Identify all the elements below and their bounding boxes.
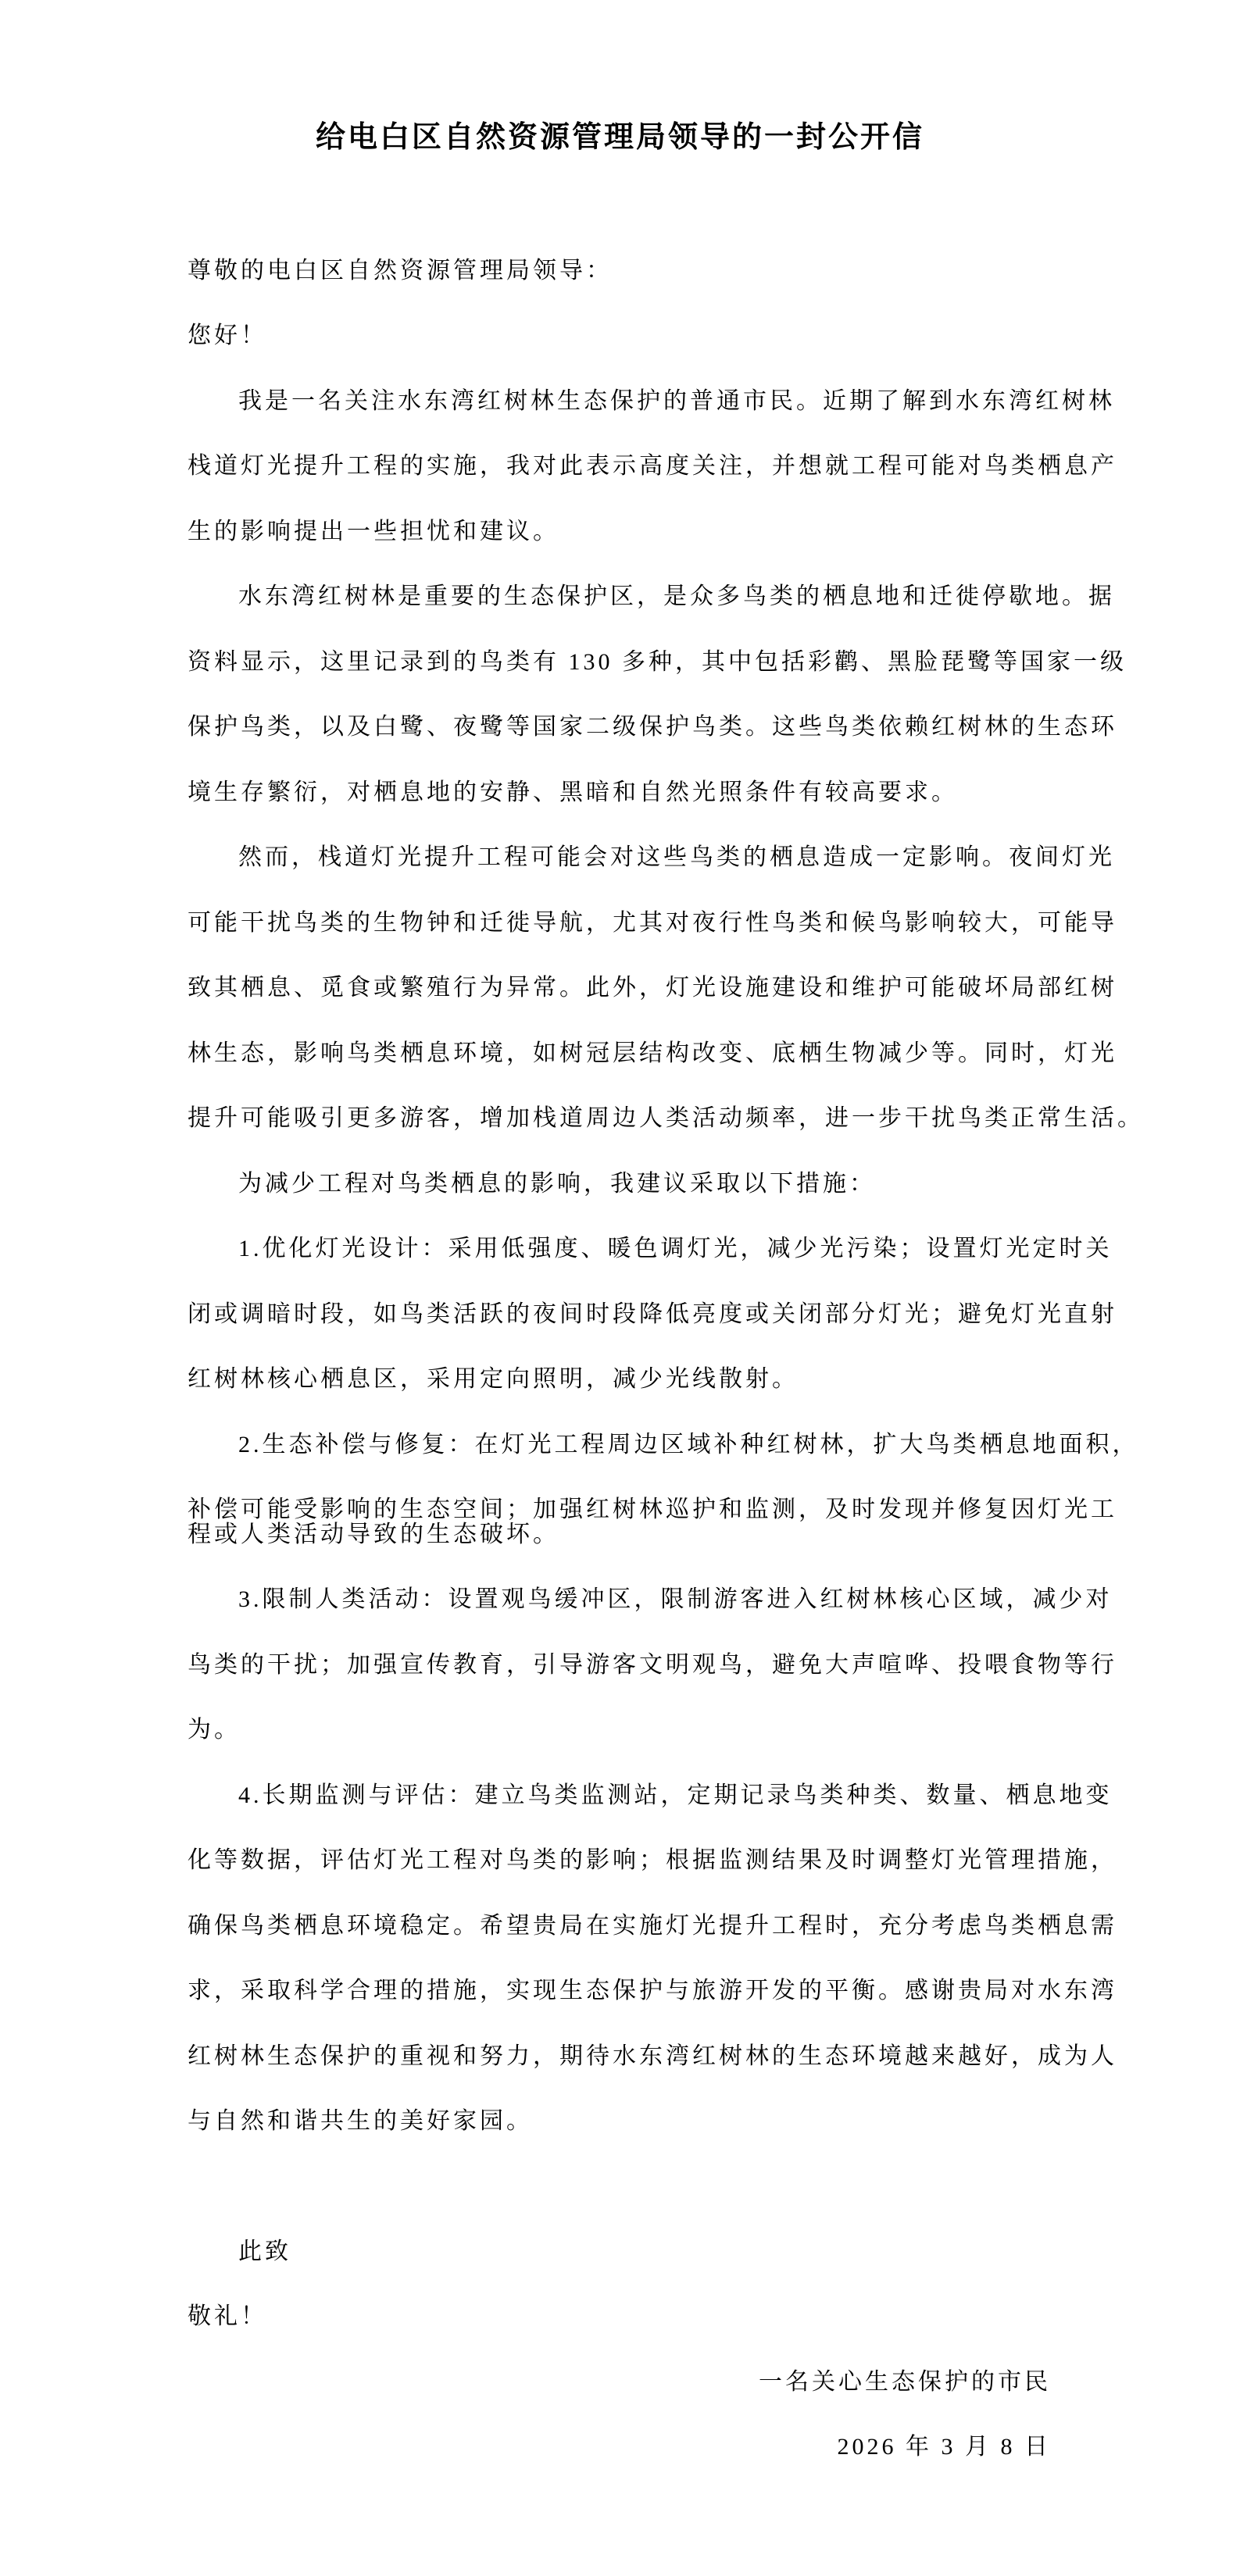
- body-line: 程或人类活动导致的生态破坏。: [188, 1521, 559, 1547]
- greeting-line: 您好！: [188, 323, 267, 349]
- body-line: 闭或调暗时段，如鸟类活跃的夜间时段降低亮度或关闭部分灯光；避免灯光直射: [188, 1300, 1117, 1327]
- body-line: 4.长期监测与评估：建立鸟类监测站，定期记录鸟类种类、数量、栖息地变: [238, 1782, 1113, 1808]
- body-line: 境生存繁衍，对栖息地的安静、黑暗和自然光照条件有较高要求。: [188, 779, 958, 805]
- body-line: 1.优化灯光设计：采用低强度、暖色调灯光，减少光污染；设置灯光定时关: [238, 1236, 1113, 1262]
- body-line: 补偿可能受影响的生态空间；加强红树林巡护和监测，及时发现并修复因灯光工: [188, 1497, 1117, 1523]
- date-line: 2026 年 3 月 8 日: [837, 2434, 1051, 2460]
- body-line: 为。: [188, 1717, 241, 1743]
- body-line: 保护鸟类，以及白鹭、夜鹭等国家二级保护鸟类。这些鸟类依赖红树林的生态环: [188, 714, 1117, 740]
- body-line: 化等数据，评估灯光工程对鸟类的影响；根据监测结果及时调整灯光管理措施，: [188, 1847, 1117, 1874]
- body-line: 林生态，影响鸟类栖息环境，如树冠层结构改变、底栖生物减少等。同时，灯光: [188, 1040, 1117, 1066]
- body-line: 红树林核心栖息区，采用定向照明，减少光线散射。: [188, 1366, 799, 1393]
- body-line: 红树林生态保护的重视和努力，期待水东湾红树林的生态环境越来越好，成为人: [188, 2043, 1117, 2069]
- signature-line: 一名关心生态保护的市民: [759, 2368, 1051, 2395]
- closing-jingli-line: 敬礼！: [188, 2303, 267, 2330]
- body-line: 致其栖息、觅食或繁殖行为异常。此外，灯光设施建设和维护可能破坏局部红树: [188, 975, 1117, 1001]
- body-line: 为减少工程对鸟类栖息的影响，我建议采取以下措施：: [238, 1170, 876, 1197]
- body-line: 求，采取科学合理的措施，实现生态保护与旅游开发的平衡。感谢贵局对水东湾: [188, 1978, 1117, 2004]
- body-line: 然而，栈道灯光提升工程可能会对这些鸟类的栖息造成一定影响。夜间灯光: [238, 844, 1115, 871]
- salutation-line: 尊敬的电白区自然资源管理局领导：: [188, 257, 613, 284]
- body-line: 提升可能吸引更多游客，增加栈道周边人类活动频率，进一步干扰鸟类正常生活。: [188, 1105, 1144, 1132]
- body-line: 3.限制人类活动：设置观鸟缓冲区，限制游客进入红树林核心区域，减少对: [238, 1586, 1113, 1613]
- body-line: 2.生态补偿与修复：在灯光工程周边区域补种红树林，扩大鸟类栖息地面积，: [238, 1431, 1139, 1457]
- closing-cizhi-line: 此致: [238, 2238, 291, 2264]
- body-line: 栈道灯光提升工程的实施，我对此表示高度关注，并想就工程可能对鸟类栖息产: [188, 453, 1117, 480]
- body-line: 资料显示，这里记录到的鸟类有 130 多种，其中包括彩鹳、黑脸琵鹭等国家一级: [188, 648, 1127, 675]
- body-line: 我是一名关注水东湾红树林生态保护的普通市民。近期了解到水东湾红树林: [238, 387, 1115, 414]
- letter-body: [188, 235, 1144, 2477]
- body-line: 鸟类的干扰；加强宣传教育，引导游客文明观鸟，避免大声喧哗、投喂食物等行: [188, 1651, 1117, 1678]
- body-line: 确保鸟类栖息环境稳定。希望贵局在实施灯光提升工程时，充分考虑鸟类栖息需: [188, 1912, 1117, 1939]
- body-line: 与自然和谐共生的美好家园。: [188, 2108, 533, 2135]
- body-line: 水东湾红树林是重要的生态保护区，是众多鸟类的栖息地和迁徙停歇地。据: [238, 583, 1115, 610]
- letter-title: 给电白区自然资源管理局领导的一封公开信: [315, 121, 924, 154]
- body-line: 可能干扰鸟类的生物钟和迁徙导航，尤其对夜行性鸟类和候鸟影响较大，可能导: [188, 909, 1117, 936]
- body-line: 生的影响提出一些担忧和建议。: [188, 518, 559, 544]
